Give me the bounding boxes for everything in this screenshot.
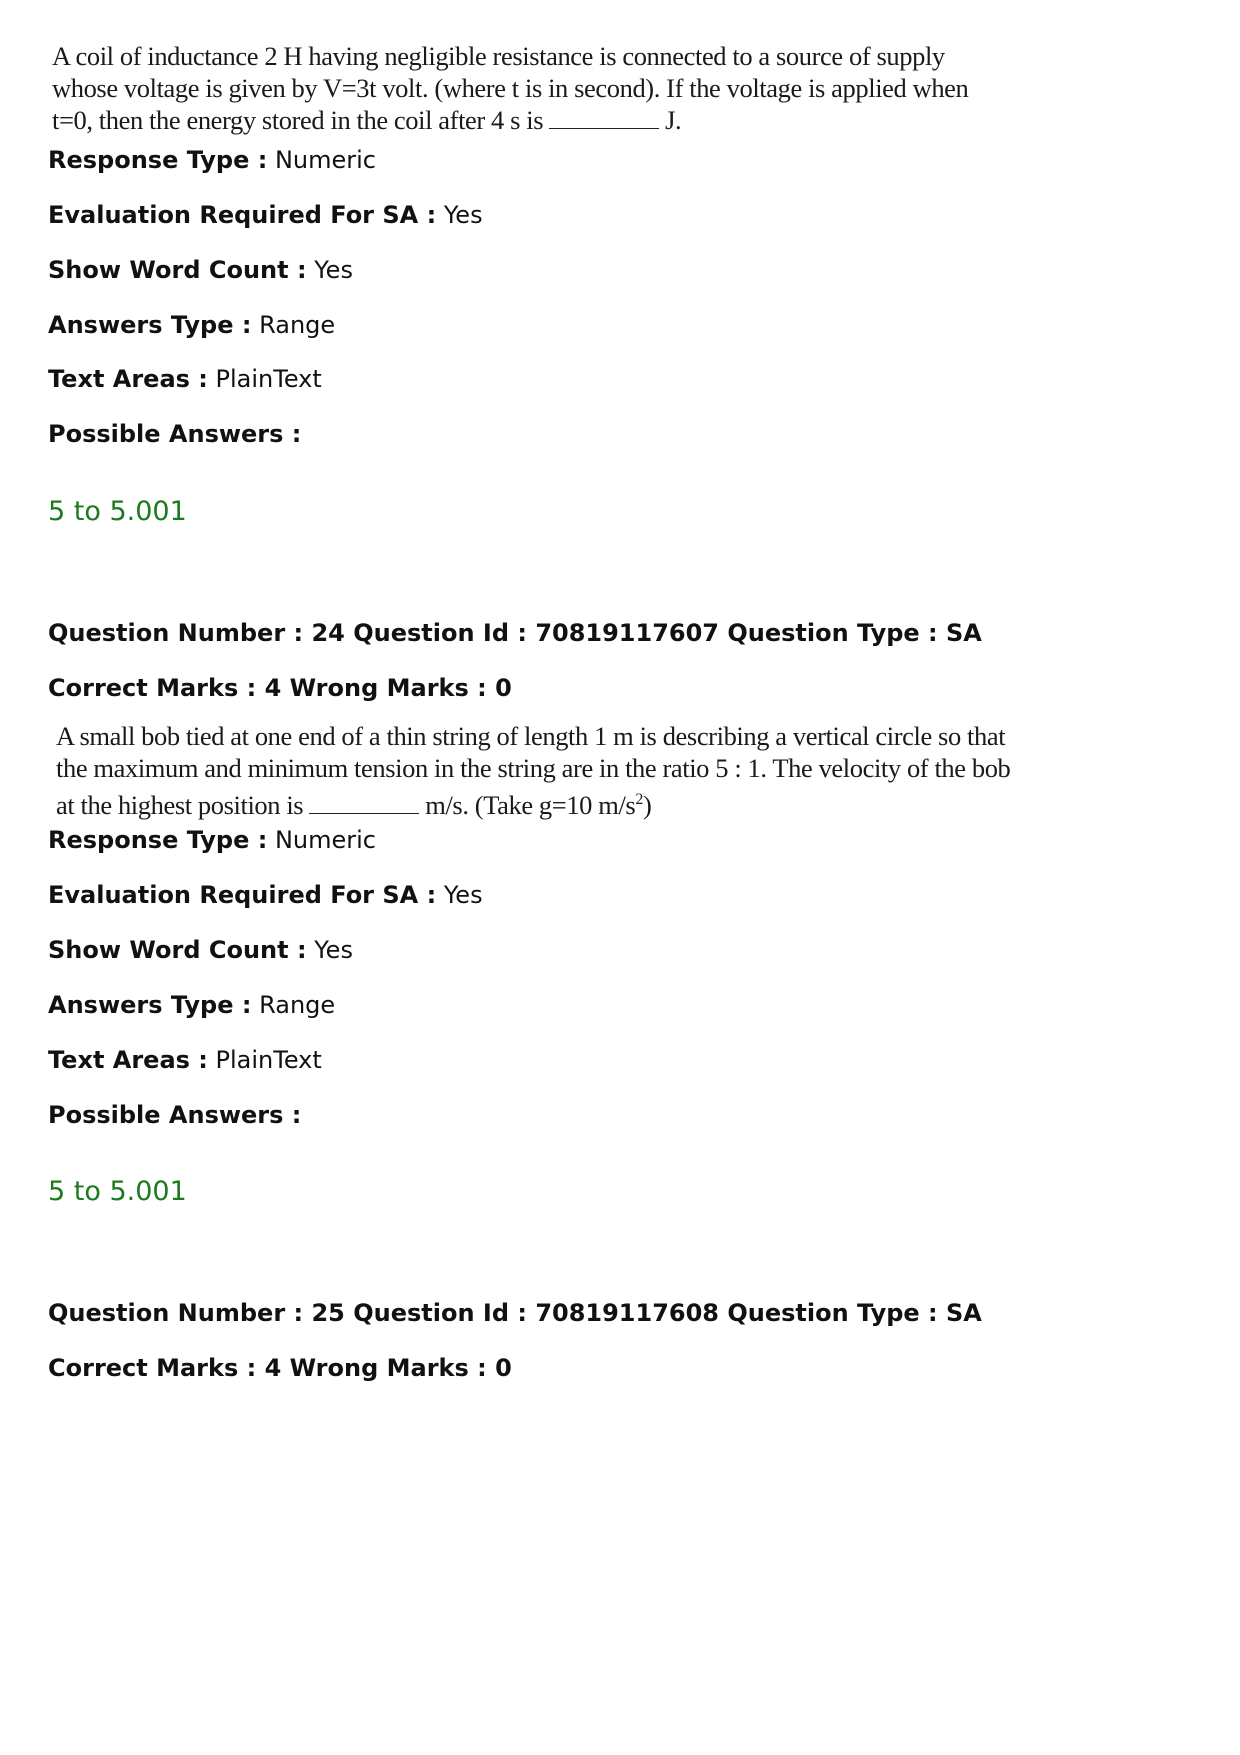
possible-answer-value: 5 to 5.001: [48, 1176, 187, 1207]
evaluation-row: Evaluation Required For SA : Yes: [48, 201, 483, 229]
question-line: at the highest position is m/s. (Take g=10 $m/s^2$): [56, 789, 652, 820]
text-areas-row: Text Areas : PlainText: [48, 365, 322, 393]
possible-answers-label: Possible Answers :: [48, 420, 302, 448]
answers-type-row: Answers Type : Range: [48, 991, 336, 1019]
question-24-marks: Correct Marks : 4 Wrong Marks : 0: [48, 674, 512, 702]
word-count-row: Show Word Count : Yes: [48, 256, 353, 284]
question-line: whose voltage is given by V=3t volt. (where t is in second). If the voltage is applied when: [52, 73, 969, 103]
text-areas-row: Text Areas : PlainText: [48, 1046, 322, 1074]
question-line: the maximum and minimum tension in the string are in the ratio 5 : 1. The velocity of the bob: [56, 753, 1011, 783]
question-line: A coil of inductance 2 H having negligible resistance is connected to a source of supply: [52, 41, 945, 71]
possible-answer-value: 5 to 5.001: [48, 496, 187, 527]
word-count-row: Show Word Count : Yes: [48, 936, 353, 964]
possible-answers-label: Possible Answers :: [48, 1101, 302, 1129]
question-24-text: [56, 720, 1010, 821]
question-line: A small bob tied at one end of a thin string of length 1 m is describing a vertical circle so that: [56, 721, 1006, 751]
answers-type-row: Answers Type : Range: [48, 311, 336, 339]
answer-blank: [549, 108, 659, 129]
answer-blank: [309, 793, 419, 814]
question-23-text: [52, 40, 968, 136]
evaluation-row: Evaluation Required For SA : Yes: [48, 881, 483, 909]
response-type-row: Response Type : Numeric: [48, 826, 376, 854]
response-type-row: Response Type : Numeric: [48, 146, 376, 174]
question-line: t=0, then the energy stored in the coil after 4 s is J.: [52, 105, 682, 135]
question-25-marks: Correct Marks : 4 Wrong Marks : 0: [48, 1354, 512, 1382]
question-24-header: Question Number : 24 Question Id : 70819117607 Question Type : SA: [48, 619, 982, 647]
question-25-header: Question Number : 25 Question Id : 70819117608 Question Type : SA: [48, 1299, 982, 1327]
